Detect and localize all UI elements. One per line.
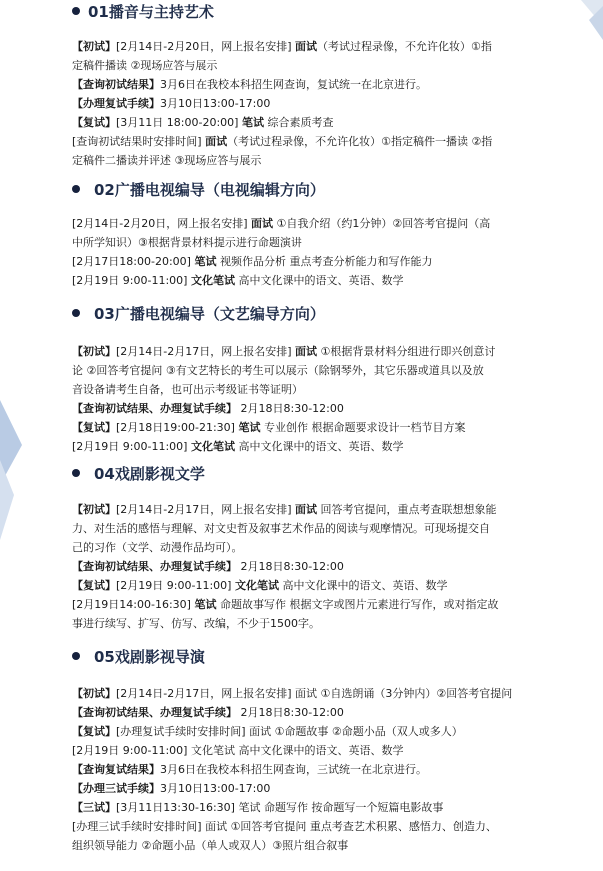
text-run: 2月18日8:30-12:00 [237, 706, 344, 719]
text-run: 己的习作（文学、动漫作品均可）。 [72, 541, 243, 554]
section-heading [72, 302, 325, 324]
text-run: 组织领导能力 ②命题小品（单人或双人）③照片组合叙事 [72, 839, 349, 852]
text-run: ①自我介绍（约1分钟）②回答考官提问（高 [273, 217, 491, 230]
bold-label: 【查询初试结果、办理复试手续】 [72, 706, 237, 719]
text-line [72, 836, 556, 855]
text-run: 定稿件播读 ②现场应答与展示 [72, 59, 218, 72]
bold-label: 笔试 [238, 421, 261, 434]
bullet-icon [72, 652, 80, 660]
section-heading [72, 178, 325, 200]
section-text [72, 342, 556, 456]
text-run: 高中文化课中的语文、英语、数学 [278, 579, 448, 592]
bold-label: 【办理复试手续】 [72, 97, 160, 110]
bold-label: 【初试】 [72, 345, 116, 358]
bold-label: 文化笔试 [190, 440, 235, 453]
text-run: 3月6日在我校本科招生网查询，三试统一在北京进行。 [160, 763, 427, 776]
text-run: ①根据背景材料分组进行即兴创意讨 [317, 345, 496, 358]
text-line [72, 703, 556, 722]
bold-label: 【复试】 [72, 116, 116, 129]
bold-label: 面试 [205, 135, 228, 148]
section-title: 01播音与主持艺术 [88, 2, 214, 21]
text-run: [2月19日14:00-16:30] [72, 598, 195, 611]
text-run: [2月19日 9:00-11:00] 文化笔试 高中文化课中的语文、英语、数学 [72, 744, 404, 757]
text-line [72, 252, 556, 271]
bold-label: 【查询初试结果、办理复试手续】 [72, 560, 237, 573]
bold-label: 【办理三试手续】 [72, 782, 160, 795]
bullet-icon [72, 309, 80, 317]
text-run: [2月14日-2月17日，网上报名安排] 面试 ①自选朗诵（3分钟内）②回答考官提问 [116, 687, 513, 700]
text-run: 回答考官提问，重点考查联想想象能 [317, 503, 497, 516]
text-line [72, 113, 556, 132]
text-line [72, 214, 556, 233]
text-line [72, 595, 556, 614]
text-line [72, 760, 556, 779]
text-line [72, 557, 556, 576]
text-run: [2月14日-2月17日，网上报名安排] [116, 503, 296, 516]
bold-label: 【查询初试结果、办理复试手续】 [72, 402, 237, 415]
text-run: 命题故事写作 根据文字或图片元素进行写作，或对指定故 [216, 598, 499, 611]
text-run: [2月19日 9:00-11:00] [72, 440, 191, 453]
bold-label: 【查询初试结果】 [72, 78, 160, 91]
text-line [72, 94, 556, 113]
text-line [72, 380, 556, 399]
text-line [72, 56, 556, 75]
text-run: 专业创作 根据命题要求设计一档节目方案 [260, 421, 466, 434]
text-run: 视频作品分析 重点考查分析能力和写作能力 [216, 255, 433, 268]
text-run: 定稿件二播读并评述 ③现场应答与展示 [72, 154, 262, 167]
text-line [72, 741, 556, 760]
bold-label: 笔试 [194, 255, 217, 268]
text-run: [办理复试手续时安排时间] 面试 ①命题故事 ②命题小品（双人或多人） [116, 725, 463, 738]
section-title: 05戏剧影视导演 [94, 647, 205, 666]
text-run: [2月14日-2月17日，网上报名安排] [116, 345, 296, 358]
bold-label: 【初试】 [72, 503, 116, 516]
section-heading [72, 462, 205, 484]
section-title: 02广播电视编导（电视编辑方向） [94, 180, 325, 199]
text-run: 事进行续写、扩写、仿写、改编，不少于1500字。 [72, 617, 320, 630]
text-run: 论 ②回答考官提问 ③有文艺特长的考生可以展示（除钢琴外，其它乐器或道具以及放 [72, 364, 484, 377]
bold-label: 【三试】 [72, 801, 116, 814]
text-run: [2月19日 9:00-11:00] [72, 274, 191, 287]
text-line [72, 722, 556, 741]
text-line [72, 271, 556, 290]
text-run: 音设备请考生自备，也可出示考级证书等证明） [72, 383, 303, 396]
text-run: [2月18日19:00-21:30] [116, 421, 239, 434]
text-line [72, 37, 556, 56]
text-run: [2月14日-2月20日，网上报名安排] [72, 217, 252, 230]
text-run: 高中文化课中的语文、英语、数学 [234, 440, 404, 453]
text-run: 3月6日在我校本科招生网查询，复试统一在北京进行。 [160, 78, 427, 91]
bold-label: 【复试】 [72, 421, 116, 434]
bullet-icon [72, 7, 80, 15]
text-run: （考试过程录像，不允许化妆）①指定稿件一播读 ②指 [227, 135, 493, 148]
text-run: [2月14日-2月20日，网上报名安排] [116, 40, 296, 53]
text-line [72, 614, 556, 633]
text-line [72, 75, 556, 94]
bold-label: 面试 [251, 217, 274, 230]
text-line [72, 233, 556, 252]
bold-label: 文化笔试 [234, 579, 279, 592]
text-run: 高中文化课中的语文、英语、数学 [234, 274, 404, 287]
bold-label: 【初试】 [72, 40, 116, 53]
text-line [72, 437, 556, 456]
text-line [72, 361, 556, 380]
text-run: [2月19日 9:00-11:00] [116, 579, 235, 592]
bullet-icon [72, 185, 80, 193]
bold-label: 【复试】 [72, 579, 116, 592]
section-text [72, 500, 556, 633]
text-line [72, 519, 556, 538]
section-title: 03广播电视编导（文艺编导方向） [94, 304, 325, 323]
text-run: 3月10日13:00-17:00 [160, 97, 271, 110]
text-run: [2月17日18:00-20:00] [72, 255, 195, 268]
text-run: 力、对生活的感悟与理解、对文史哲及叙事艺术作品的阅读与观摩情况。可现场提交自 [72, 522, 490, 535]
text-line [72, 342, 556, 361]
text-line [72, 576, 556, 595]
bold-label: 【查询复试结果】 [72, 763, 160, 776]
text-line [72, 500, 556, 519]
section-heading [72, 0, 214, 22]
text-line [72, 399, 556, 418]
bold-label: 【复试】 [72, 725, 116, 738]
text-run: 2月18日8:30-12:00 [237, 560, 344, 573]
text-line [72, 132, 556, 151]
section-text [72, 684, 556, 855]
section-title: 04戏剧影视文学 [94, 464, 205, 483]
bold-label: 面试 [295, 345, 318, 358]
text-line [72, 684, 556, 703]
bold-label: 笔试 [194, 598, 217, 611]
text-line [72, 418, 556, 437]
text-run: [办理三试手续时安排时间] 面试 ①回答考官提问 重点考查艺术积累、感悟力、创造力、 [72, 820, 497, 833]
text-line [72, 798, 556, 817]
text-run: [3月11日 18:00-20:00] [116, 116, 242, 129]
text-run: 3月10日13:00-17:00 [160, 782, 271, 795]
bold-label: 面试 [295, 40, 318, 53]
section-text [72, 37, 556, 170]
text-line [72, 817, 556, 836]
text-run: 综合素质考查 [263, 116, 334, 129]
bold-label: 文化笔试 [190, 274, 235, 287]
section-heading [72, 645, 205, 667]
bold-label: 面试 [295, 503, 318, 516]
bold-label: 笔试 [241, 116, 264, 129]
section-text [72, 214, 556, 290]
side-decoration [0, 400, 22, 540]
text-run: 2月18日8:30-12:00 [237, 402, 344, 415]
bold-label: 【初试】 [72, 687, 116, 700]
text-line [72, 151, 556, 170]
text-run: 中所学知识）③根据背景材料提示进行命题演讲 [72, 236, 302, 249]
text-line [72, 779, 556, 798]
text-run: [3月11日13:30-16:30] 笔试 命题写作 按命题写一个短篇电影故事 [116, 801, 444, 814]
corner-decoration [569, 0, 603, 40]
bullet-icon [72, 469, 80, 477]
text-line [72, 538, 556, 557]
text-run: （考试过程录像，不允许化妆）①指 [317, 40, 492, 53]
text-run: [查询初试结果时安排时间] [72, 135, 206, 148]
